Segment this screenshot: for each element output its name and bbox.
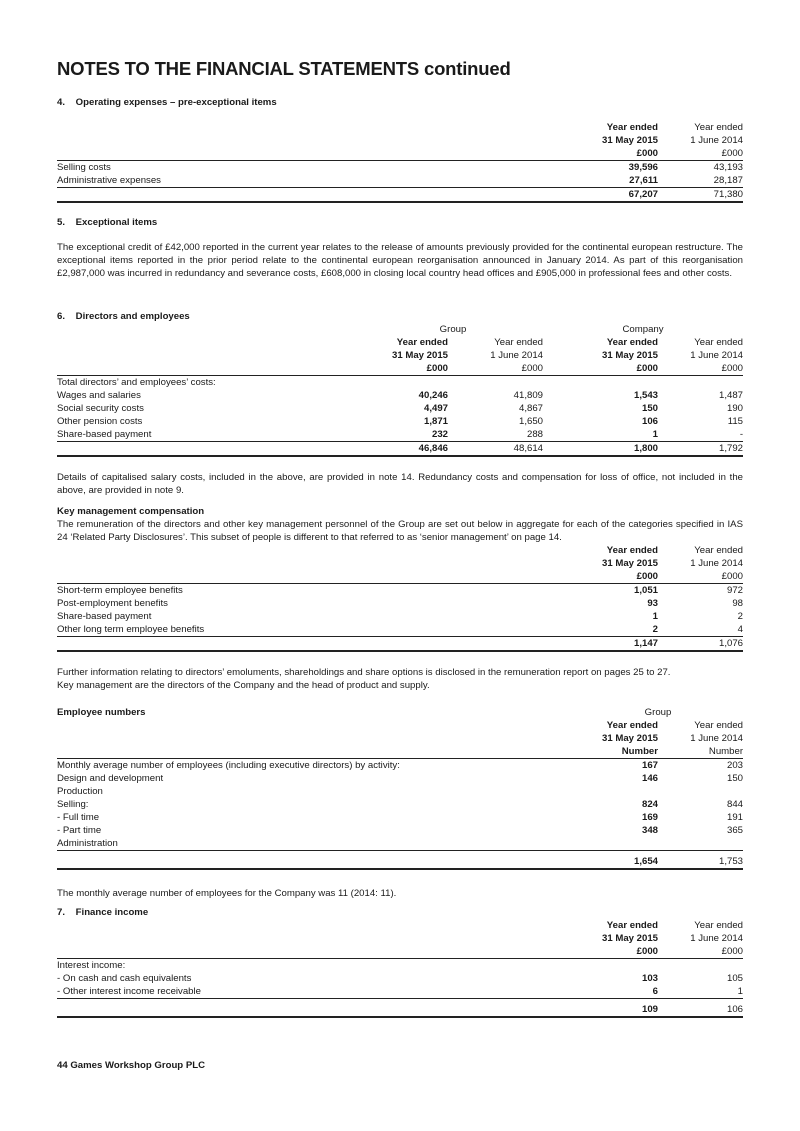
col-header: £000	[658, 147, 743, 161]
total-row	[57, 188, 743, 203]
row-label: Design and development	[57, 773, 164, 784]
header-row	[57, 932, 743, 945]
key-management-definition: Key management are the directors of the Company and the head of product and supply.	[57, 680, 430, 691]
table-row	[57, 415, 743, 428]
col-header: Year ended	[694, 545, 743, 556]
cell-value: -	[658, 428, 743, 442]
finance-income-table	[57, 919, 743, 1018]
emoluments-text: Further information relating to directors’ emoluments, shareholdings and share options is disclosed in the remuneration report on pages 25 to 27.	[57, 667, 671, 678]
table-row	[57, 759, 743, 773]
employee-numbers-table	[57, 706, 743, 870]
header-row	[57, 336, 743, 349]
cell-value: 844	[727, 799, 744, 810]
table-row	[57, 174, 743, 188]
header-row	[57, 544, 743, 557]
total-value: 67,207	[573, 188, 658, 203]
row-label: - Other interest income receivable	[57, 985, 573, 999]
row-label: Other long term employee benefits	[57, 623, 573, 637]
row-label: Administrative expenses	[57, 174, 573, 188]
note-7-heading: 7. Finance income	[57, 907, 149, 918]
col-header: £000	[658, 362, 743, 376]
note-6-heading: 6. Directors and employees	[57, 311, 190, 322]
table-row	[57, 811, 743, 824]
row-label: Administration	[57, 837, 573, 851]
page-title: NOTES TO THE FINANCIAL STATEMENTS continued	[57, 58, 511, 79]
col-header: Year ended	[606, 920, 658, 931]
header-row	[57, 945, 743, 959]
table-row	[57, 428, 743, 442]
row-label: - On cash and cash equivalents	[57, 973, 192, 984]
col-header: Year ended	[694, 920, 743, 931]
col-header: Year ended	[494, 337, 544, 348]
cell-value: 93	[647, 598, 658, 609]
cell-value: 1,051	[633, 585, 658, 596]
cell-value: 348	[641, 825, 658, 836]
header-row	[57, 745, 743, 759]
cell-value: 365	[727, 825, 744, 836]
table-row	[57, 837, 743, 851]
table-row	[57, 959, 743, 973]
total-value: 1,792	[658, 442, 743, 457]
total-value: 1,654	[573, 855, 658, 869]
col-header: 1 June 2014	[690, 733, 744, 744]
row-label: - Full time	[57, 812, 100, 823]
cell-value	[573, 785, 658, 798]
cell-value: 2	[573, 623, 658, 637]
table-row	[57, 597, 743, 610]
cell-value: 191	[727, 812, 744, 823]
company-employees-text: The monthly average number of employees for the Company was 11 (2014: 11).	[57, 888, 397, 899]
cell-value: 288	[448, 428, 543, 442]
group-label: Group	[644, 707, 672, 718]
table-row	[57, 161, 743, 175]
cell-value: 190	[727, 403, 744, 414]
row-label: Share-based payment	[57, 428, 363, 442]
header-row	[57, 719, 743, 732]
table-row	[57, 972, 743, 985]
cell-value: 106	[642, 416, 659, 427]
key-management-table	[57, 544, 743, 652]
cell-value: 43,193	[713, 162, 743, 173]
directors-employees-table	[57, 323, 743, 457]
total-value: 1,147	[573, 637, 658, 652]
col-header: £000	[448, 362, 543, 376]
header-row	[57, 147, 743, 161]
col-header: Year ended	[694, 337, 744, 348]
row-label: Production	[57, 786, 103, 797]
employee-numbers-section	[57, 706, 743, 900]
col-header: £000	[363, 362, 448, 376]
col-header: 31 May 2015	[601, 135, 658, 146]
table-row	[57, 376, 743, 390]
cell-value: 105	[726, 973, 743, 984]
note-6-section	[57, 310, 743, 497]
total-value: 46,846	[363, 442, 448, 457]
row-label: - Part time	[57, 825, 102, 836]
header-row	[57, 919, 743, 932]
row-label: Post-employment benefits	[57, 598, 168, 609]
col-header: £000	[573, 570, 658, 584]
col-header: Year ended	[396, 337, 448, 348]
row-label: Other pension costs	[57, 416, 143, 427]
table-row	[57, 772, 743, 785]
cell-value: 972	[726, 585, 743, 596]
cell-value: 41,809	[513, 390, 544, 401]
table-row	[57, 985, 743, 999]
operating-expenses-table	[57, 121, 743, 203]
col-header: Year ended	[606, 720, 658, 731]
col-header: £000	[658, 945, 743, 959]
capitalised-salary-text: Details of capitalised salary costs, included in the above, are provided in note 14. Redundancy costs and compensation for loss of office, not included in the above, are provided in note 9.	[57, 472, 743, 496]
total-value: 106	[658, 1003, 743, 1017]
exceptional-items-text: The exceptional credit of £42,000 reported in the current year relates to the release of amounts previously provided for the continental european restructure. The exceptional items reported in the prior period relate to the continental european reorganisation announced in January 2014. As part of this reorganisation £2,987,000 was incurred in redundancy and severance costs, £608,000 in closing local country head offices and £905,000 in professional fees and other costs.	[57, 242, 743, 279]
row-label: Wages and salaries	[57, 390, 141, 401]
col-header: £000	[573, 147, 658, 161]
cell-value	[573, 837, 658, 851]
cell-value: 28,187	[658, 174, 743, 188]
cell-value: 4	[658, 623, 743, 637]
cell-value: 6	[573, 985, 658, 999]
cell-value: 169	[641, 812, 658, 823]
cell-value: 1,543	[634, 390, 659, 401]
header-row	[57, 362, 743, 376]
cell-value	[658, 837, 743, 851]
note-7-section	[57, 906, 743, 1018]
row-label: Selling:	[57, 799, 89, 810]
cell-value: 2	[737, 611, 743, 622]
col-header: Year ended	[606, 545, 658, 556]
table-row	[57, 389, 743, 402]
col-header: 1 June 2014	[690, 933, 743, 944]
note-4-section	[57, 96, 743, 203]
table-row	[57, 402, 743, 415]
header-row	[57, 732, 743, 745]
row-label: Monthly average number of employees (including executive directors) by activity:	[57, 760, 400, 771]
total-row	[57, 855, 743, 869]
total-value: 48,614	[448, 442, 543, 457]
header-row	[57, 349, 743, 362]
note-4-heading: 4. Operating expenses – pre-exceptional items	[57, 97, 277, 108]
cell-value: 1,871	[423, 416, 448, 427]
total-row	[57, 637, 743, 652]
cell-value: 146	[641, 773, 658, 784]
cell-value: 150	[642, 403, 659, 414]
col-header: Number	[573, 745, 658, 759]
col-header: 31 May 2015	[601, 733, 658, 744]
note-5-heading: 5. Exceptional items	[57, 217, 158, 228]
table-row	[57, 824, 743, 837]
header-row	[57, 134, 743, 147]
company-label: Company	[622, 324, 664, 335]
cell-value	[658, 785, 743, 798]
cell-value: 1	[652, 611, 658, 622]
total-value: 1,076	[658, 637, 743, 652]
table-row	[57, 785, 743, 798]
group-header-row	[57, 323, 743, 336]
group-label: Group	[439, 324, 467, 335]
cell-value: 167	[641, 760, 658, 771]
row-label: Interest income:	[57, 960, 126, 971]
employee-numbers-heading: Employee numbers	[57, 707, 146, 718]
cell-value: 1	[658, 985, 743, 999]
total-value: 1,800	[543, 442, 658, 457]
total-value: 109	[573, 1003, 658, 1017]
col-header: 31 May 2015	[602, 350, 659, 361]
col-header: 1 June 2014	[690, 350, 744, 361]
col-header: Number	[658, 745, 743, 759]
row-label: Total directors’ and employees’ costs:	[57, 377, 216, 388]
note-5-section	[57, 216, 743, 280]
cell-value: 98	[732, 598, 743, 609]
header-row	[57, 121, 743, 134]
total-row	[57, 442, 743, 457]
table-row	[57, 798, 743, 811]
col-header: £000	[573, 945, 658, 959]
cell-value: 150	[727, 773, 744, 784]
col-header: 31 May 2015	[601, 933, 658, 944]
row-label: Share-based payment	[57, 611, 152, 622]
table-row	[57, 623, 743, 637]
key-management-section	[57, 505, 743, 692]
cell-value: 4,497	[423, 403, 448, 414]
total-row	[57, 1003, 743, 1017]
cell-value: 1	[543, 428, 658, 442]
row-label: Social security costs	[57, 403, 144, 414]
cell-value: 203	[727, 760, 744, 771]
table-row	[57, 610, 743, 623]
key-management-text: The remuneration of the directors and other key management personnel of the Group are set out below in aggregate for each of the categories specified in IAS 24 ‘Related Party Disclosures’. This subset of people is different to that referred to as ‘senior management’ on page 14.	[57, 519, 743, 543]
col-header: 1 June 2014	[690, 558, 743, 569]
cell-value: 103	[641, 973, 658, 984]
cell-value: 115	[727, 416, 744, 427]
table-row	[57, 584, 743, 598]
col-header: Year ended	[606, 337, 659, 348]
col-header: £000	[543, 362, 658, 376]
col-header: Year ended	[694, 720, 744, 731]
group-header-row	[57, 706, 743, 719]
total-value: 71,380	[658, 188, 743, 203]
cell-value: 1,650	[519, 416, 544, 427]
col-header: 31 May 2015	[601, 558, 658, 569]
header-row	[57, 557, 743, 570]
cell-value: 232	[363, 428, 448, 442]
col-header: 1 June 2014	[490, 350, 544, 361]
key-management-heading: Key management compensation	[57, 506, 205, 517]
cell-value: 39,596	[628, 162, 658, 173]
cell-value: 27,611	[573, 174, 658, 188]
cell-value: 40,246	[418, 390, 448, 401]
col-header: £000	[658, 570, 743, 584]
page-footer: 44 Games Workshop Group PLC	[57, 1060, 206, 1071]
header-row	[57, 570, 743, 584]
col-header: Year ended	[606, 122, 658, 133]
row-label: Short-term employee benefits	[57, 585, 183, 596]
cell-value: 1,487	[719, 390, 744, 401]
row-label: Selling costs	[57, 162, 111, 173]
col-header: Year ended	[694, 122, 743, 133]
col-header: 1 June 2014	[690, 135, 743, 146]
col-header: 31 May 2015	[391, 350, 448, 361]
cell-value: 4,867	[519, 403, 544, 414]
cell-value: 824	[641, 799, 658, 810]
total-value: 1,753	[658, 855, 743, 869]
